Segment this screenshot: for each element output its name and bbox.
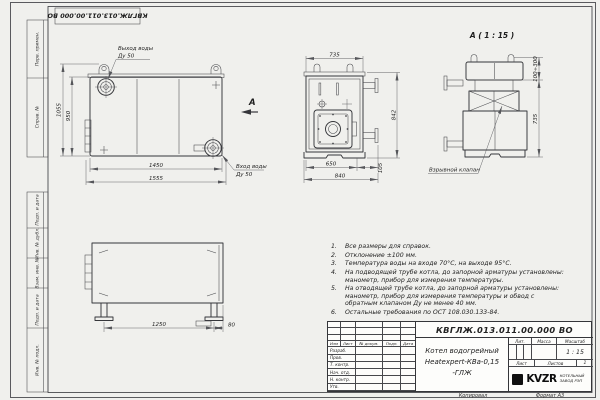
- water-outlet-flange: [95, 76, 117, 98]
- mass-label: Масса: [532, 338, 557, 345]
- col-list: Лист: [341, 341, 356, 347]
- role-label: Н. контр.: [328, 376, 356, 383]
- furnace-door: [314, 110, 357, 148]
- signature-row: [328, 376, 415, 383]
- view-arrow-label: А: [249, 98, 256, 108]
- product-name-line1: Котел водогрейный: [425, 347, 499, 355]
- front-lifting-lugs: [314, 64, 353, 72]
- margin-label-inv-podl: Инв. № подл.: [35, 344, 41, 376]
- company-name-line2: ЗАВОД РЭП: [559, 378, 583, 383]
- lit-label: Лит.: [509, 338, 532, 345]
- company-name-line1: КОТЕЛЬНЫЙ: [559, 373, 585, 379]
- margin-label-vzam-inv: Взам. инв. №: [35, 257, 41, 289]
- note-text: Все размеры для справок.: [345, 243, 431, 250]
- title-block: [327, 321, 592, 392]
- signature-row: [328, 369, 415, 376]
- product-name: [416, 338, 509, 391]
- note-text: На отводящей трубе котла, до запорной арматуры установлены: манометр, прибор для измерения температуры и обвод с обратным клапаном Ду не менее 40 мм.: [345, 285, 560, 308]
- lifting-lug-right: [211, 65, 221, 75]
- footer-copied-label: Копировал: [458, 392, 488, 399]
- dim-1555: 1555: [149, 176, 163, 182]
- signature-row: [328, 355, 415, 362]
- note-item: [331, 260, 567, 268]
- note-text: Отклонение ±100 мм.: [345, 251, 417, 259]
- front-view: [304, 53, 400, 184]
- scale-label: Масштаб: [557, 338, 593, 345]
- margin-label-sprav-no: Справ. №: [35, 105, 41, 129]
- margin-label-podp-data-1: Подп. и дата: [35, 194, 41, 226]
- dim-650: 650: [325, 161, 337, 168]
- company-logo-area: [509, 367, 593, 391]
- sheets-value: 1: [577, 360, 593, 367]
- note-item: [331, 243, 567, 251]
- detail-view-title: А ( 1 : 15 ): [469, 31, 515, 40]
- title-block-signature-grid: [328, 322, 416, 391]
- note-item: [331, 252, 567, 260]
- top-stamp: [47, 8, 148, 24]
- view-direction-arrow: [241, 98, 258, 115]
- col-date: Дата: [403, 341, 414, 347]
- notes-list: [331, 243, 567, 318]
- note-number: 3.: [331, 260, 337, 268]
- meta-value-row: [509, 345, 593, 360]
- outlet-callout-line2: Ду 50: [118, 53, 135, 60]
- dim-950: 950: [66, 110, 72, 122]
- margin-label-podp-data-2: Подп. и дата: [35, 294, 41, 326]
- kvzr-logo-icon: [512, 374, 523, 385]
- dim-valve-height: 100÷300: [533, 56, 539, 82]
- boiler-body-bottom: [92, 243, 223, 303]
- role-label: Т. контр.: [328, 362, 356, 369]
- dim-842: 842: [391, 109, 398, 121]
- outlet-callout-line1: Выход воды: [118, 46, 154, 52]
- note-text: На подводящей трубе котла, до запорной арматуры установлены: манометр, прибор для измерения температуры.: [345, 268, 564, 284]
- signature-row: [328, 362, 415, 369]
- explosion-valve-callout: Взрывной клапан: [429, 167, 480, 174]
- meta-header-row: [509, 338, 593, 345]
- company-name: [560, 374, 590, 383]
- dim-105: 105: [378, 162, 384, 174]
- role-label: Разраб.: [328, 347, 356, 354]
- note-number: 2.: [331, 251, 337, 259]
- bottom-view: [85, 243, 235, 332]
- side-view: [57, 46, 268, 185]
- dim-1250: 1250: [152, 322, 166, 328]
- dim-1450: 1450: [149, 163, 163, 169]
- note-text: Температура воды на входе 70°С, на выходе 95°С.: [345, 260, 512, 268]
- role-label: Утв.: [328, 384, 356, 391]
- col-izm: Изм: [328, 341, 341, 347]
- margin-label-inv-dubl: Инв. № дубл.: [35, 227, 41, 259]
- corner-marks: [99, 250, 216, 296]
- col-sign: Подп.: [383, 341, 401, 347]
- note-item: [331, 269, 567, 284]
- kvzr-logo-text: KVZR: [526, 373, 557, 385]
- sheet-label: Лист: [509, 360, 535, 367]
- note-number: 6.: [331, 309, 337, 316]
- document-number: КВГЛЖ.013.011.00.000 ВО: [416, 322, 593, 338]
- margin-label-perv-primen: Перв. примен.: [35, 31, 41, 67]
- lifting-lug-left: [99, 65, 109, 75]
- role-label: Нач. отд.: [328, 369, 356, 376]
- detail-lifting-lugs: [471, 55, 514, 62]
- note-number: 5.: [331, 285, 337, 293]
- role-label: Пров.: [328, 355, 356, 362]
- dim-1055: 1055: [56, 103, 63, 117]
- top-stamp-number: КВГЛЖ.013.011.00.000 ВО: [47, 11, 148, 20]
- note-item: [331, 309, 567, 317]
- scale-value: 1 : 15: [557, 345, 593, 360]
- inlet-callout-line2: Ду 50: [236, 172, 253, 178]
- detail-left-flanges: [444, 76, 463, 151]
- mass-value: [532, 345, 557, 360]
- detail-view-a: [428, 31, 543, 174]
- signature-row: [328, 384, 415, 391]
- sheets-label: Листов: [535, 360, 577, 367]
- col-doc: № докум.: [356, 341, 384, 347]
- dim-735-detail: 735: [533, 113, 539, 125]
- sheet-row: [509, 360, 593, 367]
- boiler-body-side: [90, 77, 222, 156]
- note-number: 1.: [331, 243, 337, 250]
- product-name-line2: Heatexpert-КВа-0,15 -ГЛЖ: [424, 358, 500, 378]
- center-marks: [100, 81, 220, 154]
- explosion-valve: [469, 91, 519, 111]
- dim-80: 80: [228, 322, 235, 329]
- dim-735-front: 735: [329, 52, 340, 59]
- front-side-flanges: [363, 79, 378, 143]
- footer-format-label: Формат А3: [535, 392, 565, 399]
- signature-row: [328, 347, 415, 354]
- margin-column: [27, 20, 48, 392]
- dim-840: 840: [334, 173, 346, 180]
- inlet-callout-line1: Вход воды: [236, 164, 267, 170]
- note-item: [331, 285, 567, 308]
- note-text: Остальные требования по ОСТ 108.030.133-84.: [345, 309, 500, 316]
- note-number: 4.: [331, 268, 337, 276]
